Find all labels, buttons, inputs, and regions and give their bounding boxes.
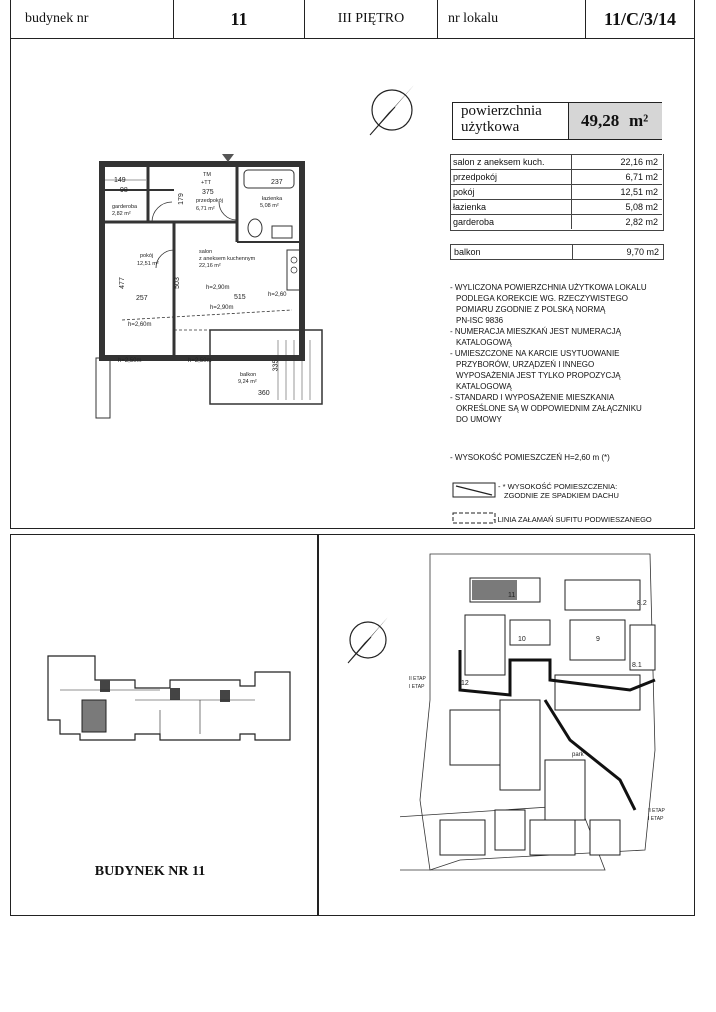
roof-slope-legend-icon <box>452 482 496 498</box>
building-caption: BUDYNEK NR 11 <box>94 864 206 879</box>
site-building-label: 10 <box>518 636 526 643</box>
etap-label: II ETAP <box>409 676 426 682</box>
ceiling-legend: - LINIA ZAŁAMAŃ SUFITU PODWIESZANEGO <box>493 515 652 524</box>
site-building-label: 9 <box>596 636 600 643</box>
area-label-2: użytkowa <box>461 119 520 135</box>
area-unit: m² <box>629 111 649 130</box>
notes-block: - WYLICZONA POWIERZCHNIA UŻYTKOWA LOKALU PODLEGA KOREKCIE WG. RZECZYWISTEGO POMIARU ZGODNIE Z POLSKĄ NORMĄ PN-ISC 9836 - NUMERACJA MIESZKAŃ JEST NUMERACJĄ KATALOGOWĄ - UMIESZCZONE NA KARCIE USYTUOWANIE PRZYBORÓW, URZĄDZEŃ I INNEGO WYPOSAŻENIA JEST TYLKO PROPOZYCJĄ KATALOGOWĄ - STANDARD I WYPOSAŻENIE MIESZKANIA OKREŚLONE SĄ W ODPOWIEDNIM ZAŁĄCZNIKU DO UMOWY <box>450 283 647 424</box>
site-building-label: 8.2 <box>637 600 647 607</box>
table-row: łazienka 5,08 m2 <box>450 199 662 214</box>
unit-label: nr lokalu <box>438 0 586 38</box>
table-row: salon z aneksem kuch. 22,16 m2 <box>450 154 662 169</box>
height-note: - WYSOKOŚĆ POMIESZCZEŃ H=2,60 m (*) <box>450 453 610 462</box>
compass-icon <box>340 612 396 668</box>
roof-slope-legend: - * WYSOKOŚĆ POMIESZCZENIA: ZGODNIE ZE SPADKIEM DACHU <box>498 482 619 500</box>
site-building-label: 12 <box>461 680 469 687</box>
building-label: budynek nr <box>11 0 174 38</box>
etap-label: I ETAP <box>648 816 664 822</box>
area-label-1: powierzchnia <box>461 103 542 119</box>
table-row: garderoba 2,82 m2 <box>450 214 662 229</box>
table-row: pokój 12,51 m2 <box>450 184 662 199</box>
area-box <box>452 102 662 140</box>
compass-icon <box>362 80 422 140</box>
site-building-label: 11 <box>508 592 516 599</box>
balcony-row: balkon 9,70 m2 <box>450 244 664 260</box>
ceiling-legend-icon <box>452 510 496 526</box>
table-row: przedpokój 6,71 m2 <box>450 169 662 184</box>
header-bar <box>10 0 695 39</box>
building-outline <box>40 650 305 750</box>
site-building-label: 8.1 <box>632 662 642 669</box>
building-number: 11 <box>174 0 305 38</box>
floor-label: III PIĘTRO <box>305 0 438 38</box>
etap-label: II ETAP <box>648 808 665 814</box>
area-value: 49,28 <box>581 111 620 130</box>
unit-number: 11/C/3/14 <box>603 8 676 29</box>
etap-label: I ETAP <box>409 684 425 690</box>
area-value-cell <box>568 103 662 139</box>
site-park-label: park <box>572 752 584 758</box>
